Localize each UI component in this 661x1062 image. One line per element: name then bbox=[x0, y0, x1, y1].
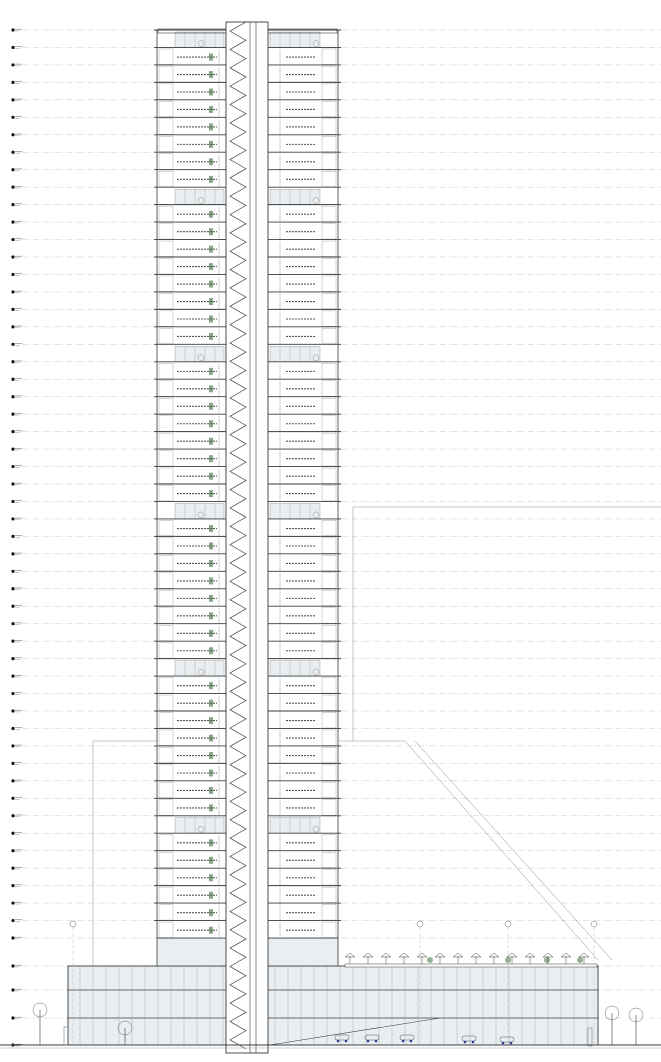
zoning-setback-line bbox=[353, 741, 598, 960]
plant-icon bbox=[209, 892, 213, 899]
plant-icon bbox=[209, 473, 213, 480]
level-marker bbox=[11, 605, 22, 608]
level-marker-symbol bbox=[11, 570, 14, 573]
terrace-umbrella-icon bbox=[489, 953, 499, 964]
level-marker bbox=[11, 81, 22, 84]
car-wheel bbox=[337, 1040, 340, 1043]
plant-icon bbox=[209, 700, 213, 707]
plant-icon bbox=[209, 368, 213, 375]
level-marker-symbol bbox=[11, 151, 14, 154]
level-marker bbox=[11, 465, 22, 468]
plant-icon bbox=[209, 909, 213, 916]
level-marker-symbol bbox=[11, 622, 14, 625]
level-marker bbox=[11, 186, 22, 189]
plant-icon bbox=[209, 54, 213, 61]
level-marker bbox=[11, 290, 22, 293]
car-wheel bbox=[345, 1040, 348, 1043]
level-marker-symbol bbox=[11, 395, 14, 398]
level-marker-symbol bbox=[11, 517, 14, 520]
level-marker bbox=[11, 517, 22, 520]
level-marker-symbol bbox=[11, 447, 14, 450]
level-marker-symbol bbox=[11, 964, 14, 967]
amenity-glazing bbox=[270, 818, 320, 833]
car-wheel bbox=[464, 1041, 467, 1044]
podium-outline bbox=[68, 966, 598, 1045]
plant-icon bbox=[209, 403, 213, 410]
level-marker-symbol bbox=[11, 832, 14, 835]
level-marker-symbol bbox=[11, 220, 14, 223]
level-marker-symbol bbox=[11, 482, 14, 485]
plant-icon bbox=[209, 315, 213, 322]
terrace-umbrella-icon bbox=[471, 953, 481, 964]
level-marker-symbol bbox=[11, 867, 14, 870]
street-tree-icon bbox=[629, 1008, 643, 1045]
level-marker-symbol bbox=[11, 884, 14, 887]
level-marker bbox=[11, 709, 22, 712]
level-marker bbox=[11, 430, 22, 433]
amenity-glazing bbox=[270, 661, 320, 676]
level-marker bbox=[11, 46, 22, 49]
level-marker bbox=[11, 273, 22, 276]
level-marker-symbol bbox=[11, 290, 14, 293]
level-marker-symbol bbox=[11, 413, 14, 416]
level-marker-symbol bbox=[11, 709, 14, 712]
amenity-glazing bbox=[175, 189, 224, 204]
level-marker-symbol bbox=[11, 587, 14, 590]
level-marker-symbol bbox=[11, 692, 14, 695]
level-marker bbox=[11, 343, 22, 346]
level-marker-symbol bbox=[11, 360, 14, 363]
plant-icon bbox=[209, 752, 213, 759]
level-marker bbox=[11, 395, 22, 398]
plant-icon bbox=[209, 560, 213, 567]
plant-icon bbox=[209, 455, 213, 462]
plant-icon bbox=[209, 717, 213, 724]
level-marker bbox=[11, 964, 22, 967]
level-marker-symbol bbox=[11, 727, 14, 730]
level-marker bbox=[11, 535, 22, 538]
amenity-glazing bbox=[270, 189, 320, 204]
level-marker bbox=[11, 133, 22, 136]
plant-icon bbox=[209, 647, 213, 654]
plant-icon bbox=[209, 577, 213, 584]
plant-icon bbox=[209, 542, 213, 549]
amenity-glazing bbox=[175, 32, 224, 47]
level-marker bbox=[11, 797, 22, 800]
level-marker bbox=[11, 622, 22, 625]
level-marker bbox=[11, 919, 22, 922]
plant-icon bbox=[209, 298, 213, 305]
plant-icon bbox=[209, 682, 213, 689]
plant-icon bbox=[209, 735, 213, 742]
level-marker bbox=[11, 255, 22, 258]
level-marker-symbol bbox=[11, 186, 14, 189]
level-marker bbox=[11, 360, 22, 363]
plant-icon bbox=[209, 787, 213, 794]
amenity-glazing bbox=[270, 503, 320, 518]
terrace-umbrella-icon bbox=[453, 953, 463, 964]
level-marker bbox=[11, 674, 22, 677]
level-marker-symbol bbox=[11, 63, 14, 66]
plant-icon bbox=[209, 158, 213, 165]
level-marker-symbol bbox=[11, 203, 14, 206]
plant-icon bbox=[209, 176, 213, 183]
level-marker bbox=[11, 220, 22, 223]
level-marker bbox=[11, 884, 22, 887]
level-marker bbox=[11, 378, 22, 381]
roof-terrace bbox=[345, 953, 597, 967]
level-marker bbox=[11, 692, 22, 695]
plant-icon bbox=[209, 612, 213, 619]
level-marker-symbol bbox=[11, 744, 14, 747]
plant-icon bbox=[209, 804, 213, 811]
roof-tree-icon bbox=[544, 957, 550, 963]
level-marker-symbol bbox=[11, 238, 14, 241]
level-marker-symbol bbox=[11, 343, 14, 346]
level-marker bbox=[11, 325, 22, 328]
level-marker-symbol bbox=[11, 901, 14, 904]
level-marker-symbol bbox=[11, 81, 14, 84]
level-marker-symbol bbox=[11, 797, 14, 800]
plant-icon bbox=[209, 333, 213, 340]
level-marker-symbol bbox=[11, 640, 14, 643]
plant-icon bbox=[209, 141, 213, 148]
grid-bubble-circle bbox=[70, 921, 76, 927]
level-marker bbox=[11, 867, 22, 870]
amenity-glazing bbox=[270, 32, 320, 47]
level-lines bbox=[22, 30, 661, 1045]
plant-icon bbox=[209, 106, 213, 113]
level-marker bbox=[11, 832, 22, 835]
stair-core bbox=[226, 22, 268, 1053]
car-wheel bbox=[502, 1042, 505, 1045]
level-marker-symbol bbox=[11, 325, 14, 328]
amenity-glazing bbox=[175, 503, 224, 518]
grid-bubble-circle bbox=[417, 921, 423, 927]
street-tree-icon bbox=[33, 1003, 47, 1045]
level-marker-symbol bbox=[11, 674, 14, 677]
car-wheel bbox=[472, 1041, 475, 1044]
level-marker-symbol bbox=[11, 936, 14, 939]
level-marker-symbol bbox=[11, 849, 14, 852]
plant-icon bbox=[209, 281, 213, 288]
roof-tree-icon bbox=[427, 957, 433, 963]
amenity-glazing bbox=[175, 346, 224, 361]
plant-icon bbox=[209, 420, 213, 427]
level-marker bbox=[11, 814, 22, 817]
level-markers bbox=[11, 28, 22, 1046]
level-marker-symbol bbox=[11, 535, 14, 538]
zoning-setback-line bbox=[415, 741, 612, 960]
level-marker-symbol bbox=[11, 605, 14, 608]
level-marker-symbol bbox=[11, 465, 14, 468]
level-marker bbox=[11, 779, 22, 782]
level-marker-symbol bbox=[11, 814, 14, 817]
level-marker bbox=[11, 936, 22, 939]
level-marker bbox=[11, 744, 22, 747]
plant-icon bbox=[209, 246, 213, 253]
amenity-glazing bbox=[175, 818, 224, 833]
grid-bubble-circle bbox=[505, 921, 511, 927]
level-marker bbox=[11, 552, 22, 555]
terrace-umbrella-icon bbox=[381, 953, 391, 964]
plant-icon bbox=[209, 490, 213, 497]
terrace-umbrella-icon bbox=[363, 953, 373, 964]
plant-icon bbox=[209, 263, 213, 270]
car-wheel bbox=[510, 1042, 513, 1045]
terrace-umbrella-icon bbox=[399, 953, 409, 964]
level-marker bbox=[11, 308, 22, 311]
plant-icon bbox=[209, 927, 213, 934]
plant-icon bbox=[209, 525, 213, 532]
level-marker bbox=[11, 988, 22, 991]
amenity-glazing bbox=[270, 346, 320, 361]
street-tree-icon bbox=[605, 1006, 619, 1045]
plant-icon bbox=[209, 438, 213, 445]
level-marker bbox=[11, 98, 22, 101]
car-wheel bbox=[375, 1040, 378, 1043]
level-marker bbox=[11, 413, 22, 416]
plant-icon bbox=[209, 228, 213, 235]
level-marker-symbol bbox=[11, 378, 14, 381]
level-marker bbox=[11, 63, 22, 66]
plant-icon bbox=[209, 769, 213, 776]
level-marker-symbol bbox=[11, 552, 14, 555]
plant-icon bbox=[209, 123, 213, 130]
person-silhouette-icon bbox=[64, 1027, 68, 1045]
level-marker-symbol bbox=[11, 919, 14, 922]
car-wheel bbox=[367, 1040, 370, 1043]
car-wheel bbox=[402, 1040, 405, 1043]
plant-icon bbox=[209, 71, 213, 78]
plant-icon bbox=[209, 211, 213, 218]
level-marker-symbol bbox=[11, 133, 14, 136]
level-marker-symbol bbox=[11, 657, 14, 660]
level-marker-symbol bbox=[11, 988, 14, 991]
amenity-glazing bbox=[175, 661, 224, 676]
level-marker bbox=[11, 570, 22, 573]
level-marker-symbol bbox=[11, 98, 14, 101]
level-marker bbox=[11, 849, 22, 852]
terrace-umbrella-icon bbox=[417, 953, 427, 964]
plant-icon bbox=[209, 874, 213, 881]
level-marker bbox=[11, 447, 22, 450]
car-wheel bbox=[410, 1040, 413, 1043]
level-marker bbox=[11, 203, 22, 206]
level-marker-symbol bbox=[11, 255, 14, 258]
level-marker-symbol bbox=[11, 168, 14, 171]
level-marker-symbol bbox=[11, 273, 14, 276]
level-marker-symbol bbox=[11, 28, 14, 31]
plant-icon bbox=[209, 88, 213, 95]
level-marker bbox=[11, 587, 22, 590]
level-marker bbox=[11, 1016, 22, 1019]
level-marker bbox=[11, 640, 22, 643]
level-marker bbox=[11, 151, 22, 154]
terrace-umbrella-icon bbox=[345, 953, 355, 964]
terrace-umbrella-icon bbox=[561, 953, 571, 964]
plant-icon bbox=[209, 630, 213, 637]
level-marker-symbol bbox=[11, 500, 14, 503]
roof-parapet bbox=[345, 964, 597, 967]
plant-icon bbox=[209, 595, 213, 602]
level-marker bbox=[11, 168, 22, 171]
level-marker bbox=[11, 238, 22, 241]
level-marker bbox=[11, 762, 22, 765]
roof-tree-icon bbox=[577, 957, 583, 963]
level-marker bbox=[11, 727, 22, 730]
level-marker bbox=[11, 116, 22, 119]
terrace-umbrella-icon bbox=[435, 953, 445, 964]
level-marker-symbol bbox=[11, 779, 14, 782]
plant-icon bbox=[209, 857, 213, 864]
plant-icon bbox=[209, 385, 213, 392]
level-marker bbox=[11, 901, 22, 904]
podium bbox=[68, 938, 598, 1045]
level-marker-symbol bbox=[11, 308, 14, 311]
level-marker bbox=[11, 28, 22, 31]
grid-bubble-circle bbox=[591, 921, 597, 927]
level-marker-symbol bbox=[11, 762, 14, 765]
level-marker-symbol bbox=[11, 116, 14, 119]
plant-icon bbox=[209, 839, 213, 846]
level-marker-symbol bbox=[11, 430, 14, 433]
level-marker bbox=[11, 482, 22, 485]
level-marker-symbol bbox=[11, 46, 14, 49]
level-marker bbox=[11, 657, 22, 660]
terrace-umbrella-icon bbox=[525, 953, 535, 964]
level-marker-symbol bbox=[11, 1016, 14, 1019]
level-marker bbox=[11, 500, 22, 503]
